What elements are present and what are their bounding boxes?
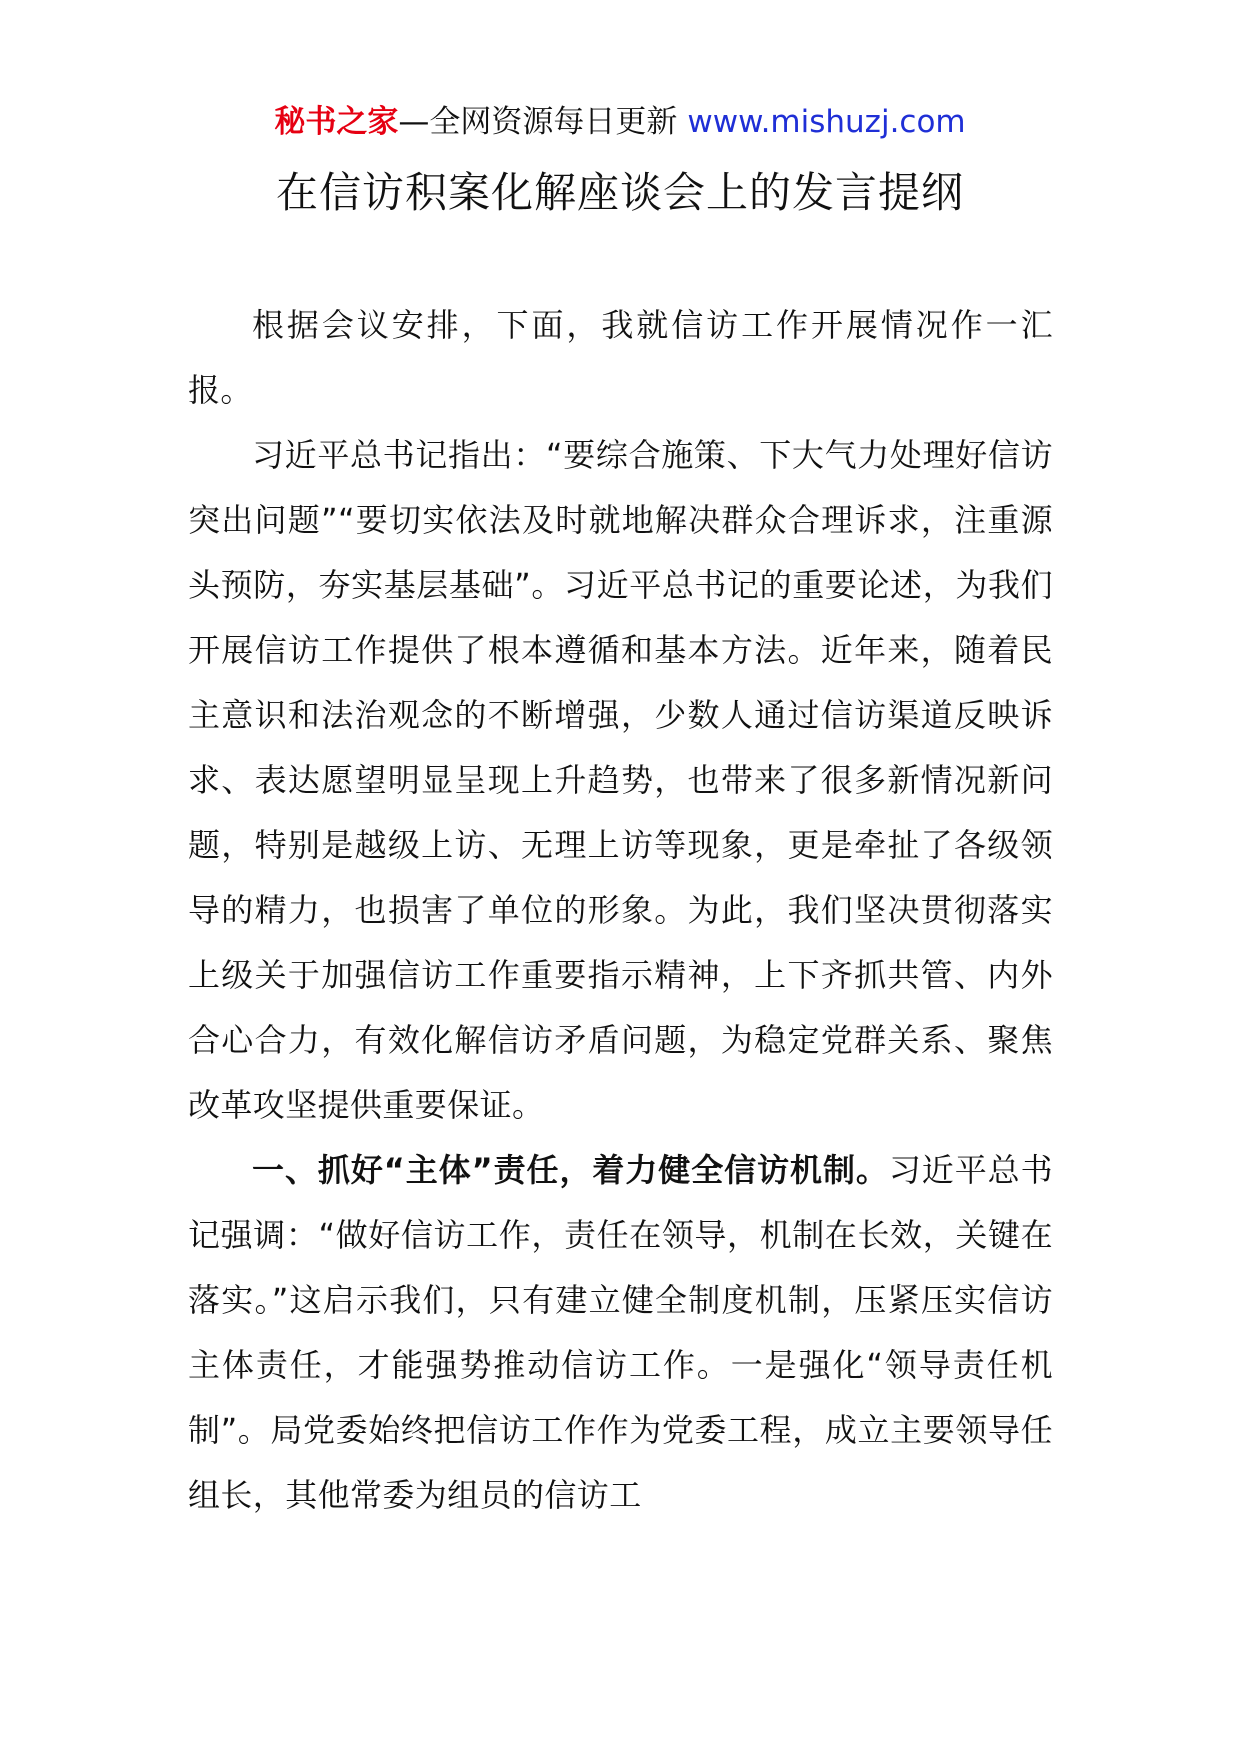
site-header: [0, 100, 1240, 144]
section-heading: 一、抓好“主体”责任，着力健全信访机制。: [252, 1151, 889, 1189]
site-slogan: —全网资源每日更新: [398, 104, 678, 140]
paragraph-text: 习近平总书记指出：“要综合施策、下大气力处理好信访突出问题”“要切实依法及时就地解决群众合理诉求，注重源头预防，夯实基层基础”。习近平总书记的重要论述，为我们开展信访工作提供了根本遵循和基本方法。近年来，随着民主意识和法治观念的不断增强，少数人通过信访渠道反映诉求、表达愿望明显呈现上升趋势，也带来了很多新情况新问题，特别是越级上访、无理上访等现象，更是牵扯了各级领导的精力，也损害了单位的形象。为此，我们坚决贯彻落实上级关于加强信访工作重要指示精神，上下齐抓共管、内外合心合力，有效化解信访矛盾问题，为稳定党群关系、聚焦改革攻坚提供重要保证。: [188, 436, 1053, 1124]
site-url-link[interactable]: www.mishuzj.com: [687, 104, 966, 140]
paragraph-section-one: [188, 1138, 1053, 1528]
site-name: 秘书之家: [274, 104, 399, 140]
paragraph-background: [188, 423, 1053, 1138]
document-body: [188, 293, 1053, 1528]
document-title: 在信访积案化解座谈会上的发言提纲: [275, 168, 964, 217]
paragraph-intro: [188, 293, 1053, 423]
paragraph-text: 习近平总书记强调：“做好信访工作，责任在领导，机制在长效，关键在落实。”这启示我们，只有建立健全制度机制，压紧压实信访主体责任，才能强势推动信访工作。一是强化“领导责任机制”。局党委始终把信访工作作为党委工程，成立主要领导任组长，其他常委为组员的信访工: [188, 1151, 1053, 1514]
paragraph-text: 根据会议安排，下面，我就信访工作开展情况作一汇报。: [188, 306, 1053, 409]
